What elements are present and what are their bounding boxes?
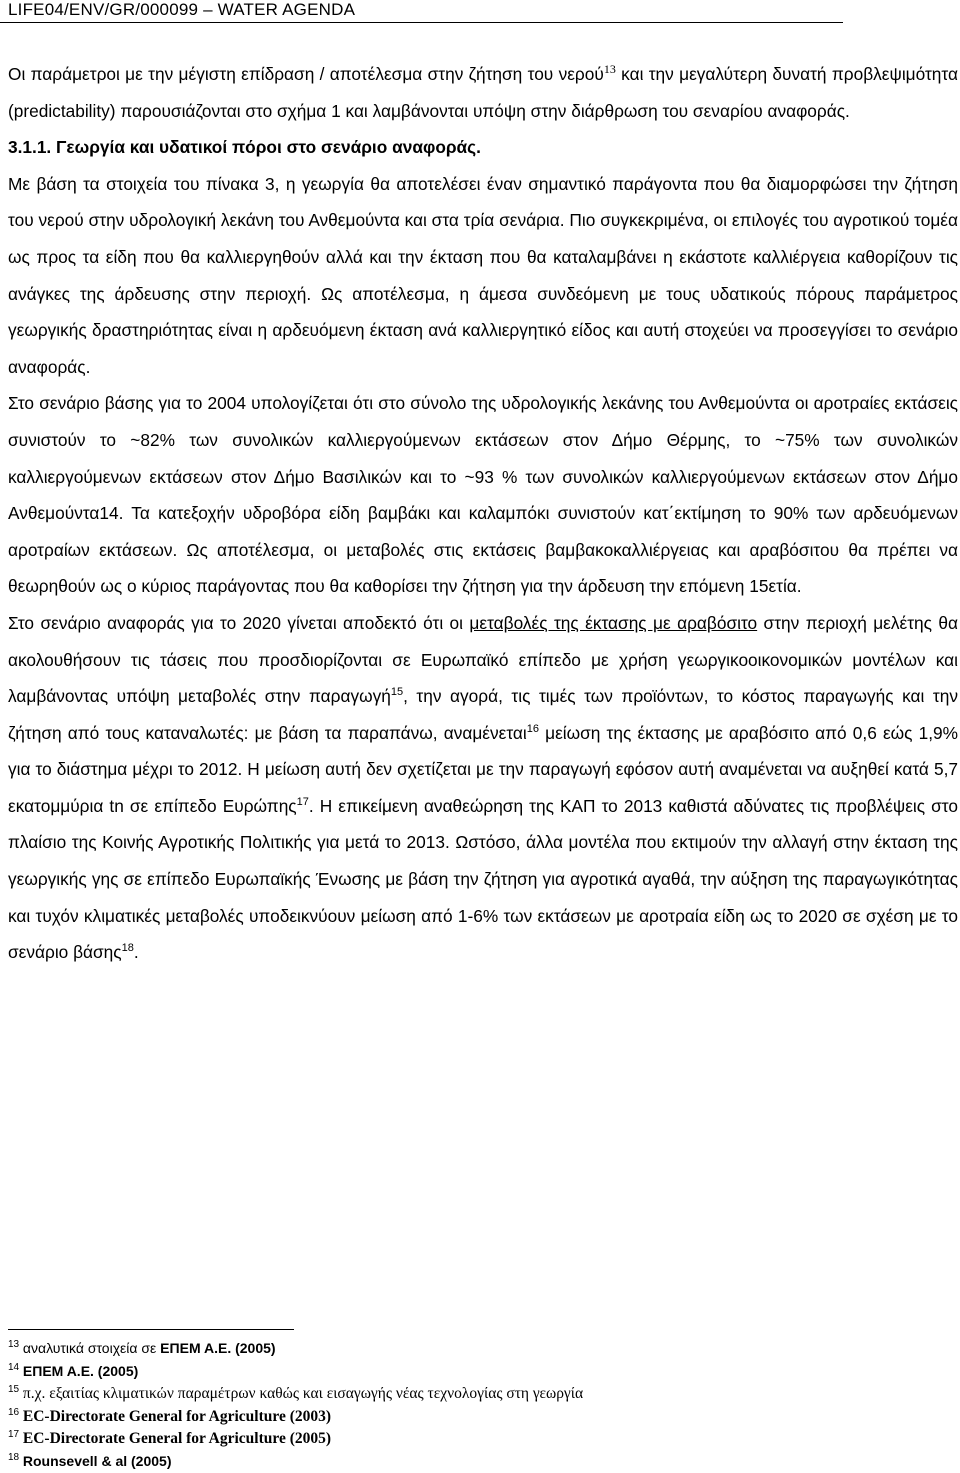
footnote-15 bbox=[8, 1383, 948, 1406]
footnote-18 bbox=[8, 1451, 948, 1473]
footnote-text: EC-Directorate General for Agriculture (2005) bbox=[23, 1430, 331, 1447]
footnote-text: EC-Directorate General for Agriculture (2003) bbox=[23, 1408, 331, 1425]
intro-text-b: και την μεγαλύτερη δυνατή προβλεψιμότητα (predictability) παρουσιάζονται στο σχήμα 1 και λαμβάνονται υπόψη στην διάρθρωση του σεναρίου αναφοράς. bbox=[8, 64, 958, 121]
footnote-number: 18 bbox=[8, 1452, 19, 1463]
p3-text-c: , την αγορά, τις τιμές των προϊόντων, το κόστος παραγωγής και την ζήτηση από τους καταναλωτές: με βάση τα παραπάνω, αναμένεται bbox=[8, 686, 958, 743]
header-rule bbox=[0, 22, 843, 23]
paragraph-agriculture: Με βάση τα στοιχεία του πίνακα 3, η γεωργία θα αποτελέσει έναν σημαντικό παράγοντα που θα διαμορφώσει την ζήτηση του νερού στην υδρολογική λεκάνη του Ανθεμούντα και στα τρία σενάρια. Πιο συγκεκριμένα, οι επιλογές του αγροτικού τομέα ως προς τα είδη που θα καλλιεργηθούν αλλά και την έκταση που θα καταλαμβάνει η εκάστοτε καλλιέργεια καθορίζουν τις ανάγκες της άρδευσης στην περιοχή. Ως αποτέλεσμα, η άμεσα συνδεόμενη με τους υδατικούς πόρους παράμετρος γεωργικής δραστηριότητας είναι η αρδευόμενη έκταση ανά καλλιεργητικό είδος και αυτή στοχεύει να προσεγγίσει το σενάριο αναφοράς. bbox=[8, 166, 958, 386]
intro-text-a: Οι παράμετροι με την μέγιστη επίδραση / αποτέλεσμα στην ζήτηση του νερού bbox=[8, 64, 604, 84]
p3-text-d: μείωση της έκτασης με αραβόσιτο από 0,6 εώς 1,9% για το διάστημα μέχρι το 2012. Η μείωση αυτή δεν σχετίζεται με την παραγωγή εφόσον αυτή αναμένεται να αυξηθεί κατά 5,7 εκατομμύρια tn σε επίπεδο Ευρώπης bbox=[8, 723, 958, 816]
footnote-14 bbox=[8, 1361, 948, 1384]
footnote-number: 14 bbox=[8, 1362, 19, 1373]
footnote-text: Rounsevell & al (2005) bbox=[23, 1453, 172, 1469]
footnote-number: 13 bbox=[8, 1339, 19, 1350]
p3-text-b: στην περιοχή μελέτης θα ακολουθήσουν τις τάσεις που προσδιορίζονται σε Ευρωπαϊκό επίπεδο με χρήση γεωργικοοικονομικών μοντέλων και λαμβάνοντας υπόψη μεταβολές στην παραγωγή bbox=[8, 613, 958, 706]
running-header: LIFE04/ENV/GR/000099 – WATER AGENDA bbox=[8, 0, 355, 20]
p3-text-f: . bbox=[134, 942, 139, 962]
p3-text-a: Στο σενάριο αναφοράς για το 2020 γίνεται αποδεκτό ότι οι bbox=[8, 613, 469, 633]
footnote-text: ΕΠΕΜ Α.Ε. (2005) bbox=[23, 1363, 138, 1379]
intro-paragraph bbox=[8, 56, 958, 129]
p3-text-e: . Η επικείμενη αναθεώρηση της ΚΑΠ το 2013 καθιστά αδύνατες τις προβλέψεις στο πλαίσιο της Κοινής Αγροτικής Πολιτικής για μετά το 2013. Ωστόσο, άλλα μοντέλα που εκτιμούν την αλλαγή στην έκταση της γεωργικής γης σε επίπεδο Ευρωπαϊκής Ένωσης με βάση την ζήτηση για αγροτικά αγαθά, την αύξηση της παραγωγικότητας και τυχόν κλιματικές μεταβολές υποδεικνύουν μείωση από 1-6% των εκτάσεων με αροτραία είδη ως το 2020 σε σχέση με το σενάριο βάσης bbox=[8, 796, 958, 962]
footnote-ref-13[interactable]: 13 bbox=[604, 62, 616, 76]
footnote-16 bbox=[8, 1406, 948, 1429]
footnote-text: π.χ. εξαιτίας κλιματικών παραμέτρων καθώς και εισαγωγής νέας τεχνολογίας στη γεωργία bbox=[23, 1385, 583, 1402]
paragraph-base-scenario: Στο σενάριο βάσης για το 2004 υπολογίζεται ότι στο σύνολο της υδρολογικής λεκάνης του Ανθεμούντα οι αροτραίες εκτάσεις συνιστούν το ~82% των συνολικών καλλιεργούμενων εκτάσεων στον Δήμο Θέρμης, το ~75% των συνολικών καλλιεργούμενων εκτάσεων στον Δήμο Βασιλικών και το ~93 % των συνολικών καλλιεργούμενων εκτάσεων στον Δήμο Ανθεμούντα14. Τα κατεξοχήν υδροβόρα είδη βαμβάκι και καλαμπόκι συνιστούν κατ΄εκτίμηση το 90% των αρδευόμενων αροτραίων εκτάσεων. Ως αποτέλεσμα, οι μεταβολές στις εκτάσεις βαμβακοκαλλιέργειας και αραβόσιτου θα πρέπει να θεωρηθούν ως ο κύριος παράγοντας που θα καθορίσει την ζήτηση για την άρδευση την επόμενη 15ετία. bbox=[8, 385, 958, 605]
footnote-separator bbox=[8, 1329, 294, 1330]
section-heading: 3.1.1. Γεωργία και υδατικοί πόροι στο σενάριο αναφοράς. bbox=[8, 129, 958, 166]
footnote-number: 17 bbox=[8, 1429, 19, 1440]
document-body bbox=[8, 56, 958, 971]
footnote-number: 16 bbox=[8, 1407, 19, 1418]
footnote-source: ΕΠΕΜ Α.Ε. (2005) bbox=[160, 1340, 275, 1356]
footnote-number: 15 bbox=[8, 1384, 19, 1395]
footnote-ref-15[interactable]: 15 bbox=[391, 686, 403, 698]
footnote-text: αναλυτικά στοιχεία σε bbox=[23, 1340, 160, 1356]
footnote-13 bbox=[8, 1338, 948, 1361]
footnote-17 bbox=[8, 1428, 948, 1451]
footnote-ref-17[interactable]: 17 bbox=[297, 796, 309, 808]
paragraph-reference-scenario bbox=[8, 605, 958, 971]
footnotes bbox=[8, 1338, 948, 1473]
footnote-ref-18[interactable]: 18 bbox=[122, 942, 134, 954]
footnote-ref-16[interactable]: 16 bbox=[527, 723, 539, 735]
p3-underlined-phrase: μεταβολές της έκτασης με αραβόσιτο bbox=[469, 613, 757, 633]
